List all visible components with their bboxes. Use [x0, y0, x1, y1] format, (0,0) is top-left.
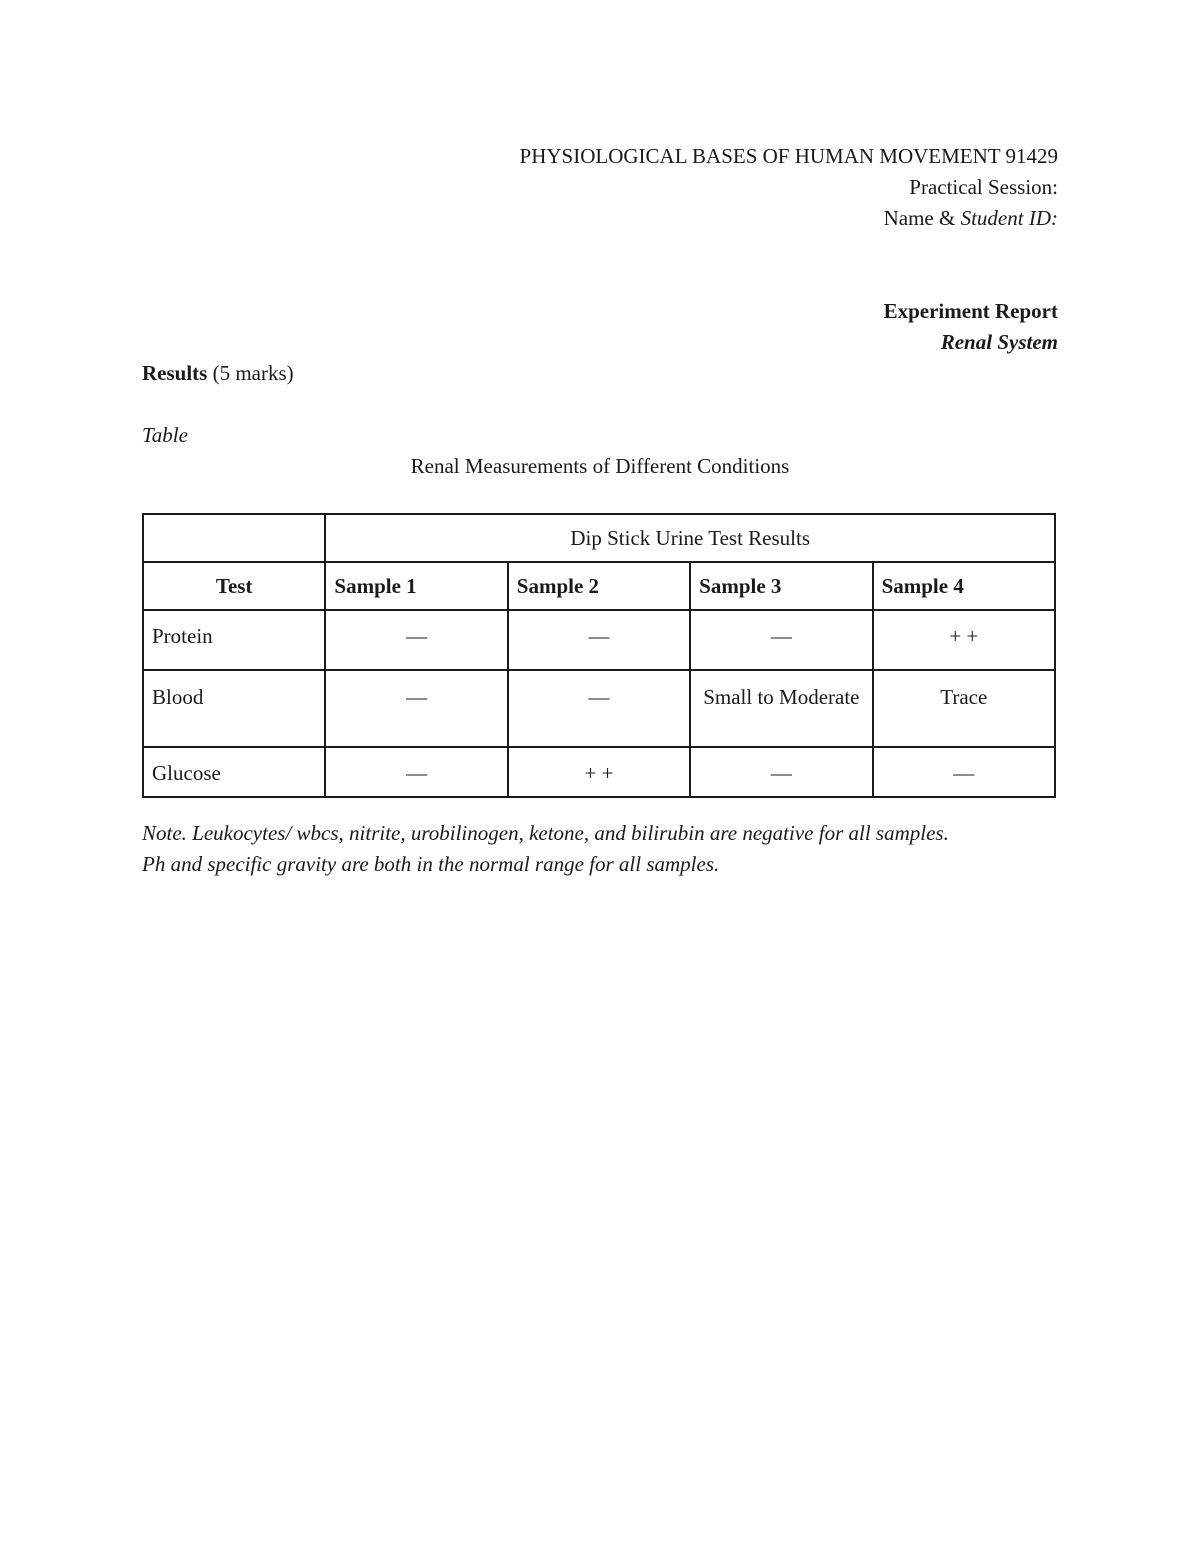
table-cell: —	[325, 610, 507, 670]
table-cell: —	[325, 747, 507, 797]
document-header	[520, 141, 1058, 234]
table-title: Renal Measurements of Different Conditions	[410, 454, 790, 478]
results-table	[142, 513, 1056, 798]
table-cell: Trace	[873, 670, 1055, 747]
table-empty-corner-cell	[143, 514, 325, 562]
row-label-glucose: Glucose	[143, 747, 325, 797]
column-header-sample-2: Sample 2	[508, 562, 690, 610]
row-label-protein: Protein	[143, 610, 325, 670]
name-student-id-line	[520, 203, 1058, 234]
report-title-block	[884, 296, 1058, 358]
table-cell: —	[508, 610, 690, 670]
table-group-header-row	[143, 514, 1055, 562]
practical-session-label: Practical Session:	[909, 175, 1058, 199]
table-cell: —	[690, 747, 872, 797]
column-header-sample-4: Sample 4	[873, 562, 1055, 610]
row-label-blood: Blood	[143, 670, 325, 747]
table-note	[142, 818, 1102, 880]
results-heading	[142, 358, 294, 389]
results-label: Results	[142, 361, 208, 385]
table-row	[143, 610, 1055, 670]
table-cell: + +	[508, 747, 690, 797]
table-cell: —	[690, 610, 872, 670]
table-cell: —	[325, 670, 507, 747]
column-header-test: Test	[143, 562, 325, 610]
results-marks: (5 marks)	[212, 361, 294, 385]
student-id-label: Student ID:	[960, 206, 1058, 230]
course-title: PHYSIOLOGICAL BASES OF HUMAN MOVEMENT 91429	[519, 144, 1058, 168]
table-cell: Small to Moderate	[690, 670, 872, 747]
column-header-sample-1: Sample 1	[325, 562, 507, 610]
name-label: Name &	[883, 206, 956, 230]
note-line-1: Note. Leukocytes/ wbcs, nitrite, urobilinogen, ketone, and bilirubin are negative for all samples.	[142, 821, 949, 845]
table-row	[143, 670, 1055, 747]
table-group-header: Dip Stick Urine Test Results	[325, 514, 1055, 562]
report-title: Experiment Report	[883, 299, 1058, 323]
column-header-sample-3: Sample 3	[690, 562, 872, 610]
table-cell: —	[508, 670, 690, 747]
table-cell: + +	[873, 610, 1055, 670]
note-line-2: Ph and specific gravity are both in the normal range for all samples.	[142, 852, 720, 876]
table-cell: —	[873, 747, 1055, 797]
table-row	[143, 747, 1055, 797]
table-label: Table	[142, 423, 188, 447]
report-subtitle: Renal System	[940, 330, 1058, 354]
table-column-header-row	[143, 562, 1055, 610]
